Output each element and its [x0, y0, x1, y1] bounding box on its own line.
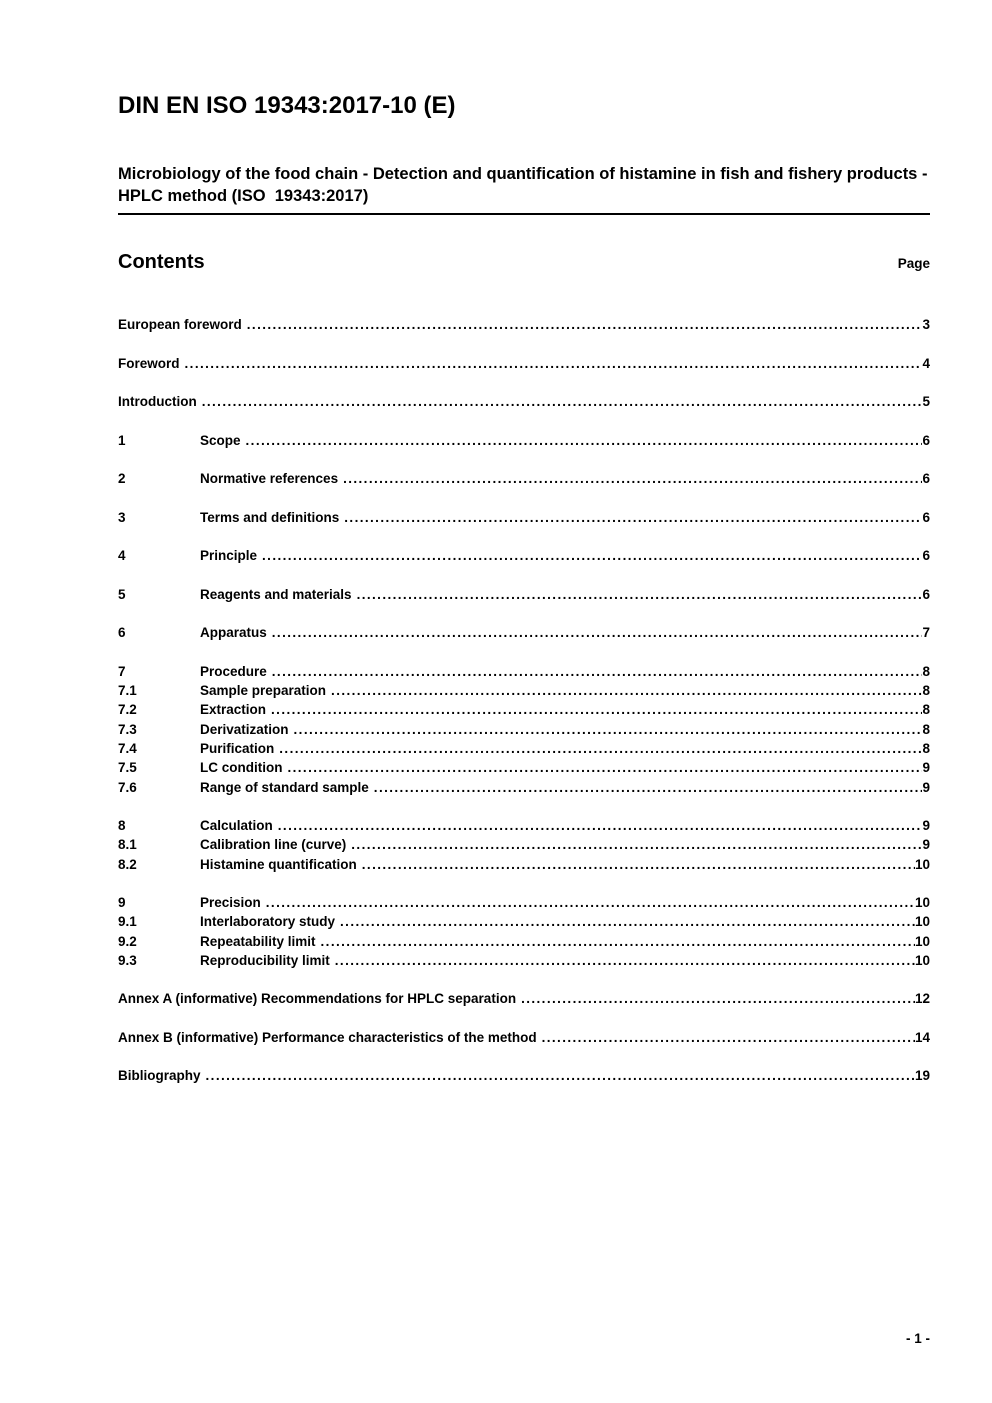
page-column-label: Page: [897, 256, 930, 272]
toc-entry-title: Calibration line (curve): [200, 837, 347, 853]
toc-page-number: 5: [922, 394, 930, 410]
toc-entry: [118, 835, 930, 854]
toc-leader-dots: [362, 855, 915, 874]
toc-entry: [118, 392, 930, 411]
toc-entry: [118, 585, 930, 604]
toc-page-number: 19: [914, 1068, 930, 1084]
toc-entry-title: Reproducibility limit: [200, 952, 330, 968]
toc-entry-number: 3: [118, 509, 126, 525]
toc-page-number: 8: [922, 663, 930, 679]
toc-entry-number: 9.2: [118, 933, 137, 949]
toc-entry: [118, 662, 930, 681]
toc-entry-number: 8.1: [118, 837, 137, 853]
toc-entry-title: Scope: [200, 432, 241, 448]
toc-entry-title: European foreword: [118, 317, 242, 333]
toc-page-number: 6: [922, 432, 930, 448]
toc-entry-number: 6: [118, 625, 126, 641]
toc-entry-number: 7.1: [118, 683, 137, 699]
toc-entry-title: Purification: [200, 740, 275, 756]
toc-entry-number: 5: [118, 586, 126, 602]
toc-entry: [118, 681, 930, 700]
toc-leader-dots: [278, 816, 923, 835]
toc-entry: [118, 720, 930, 739]
contents-heading: Contents: [118, 251, 205, 274]
toc-entry-number: 9.1: [118, 914, 137, 930]
toc-entry: [118, 623, 930, 642]
toc-leader-dots: [206, 1066, 915, 1085]
toc-page-number: 7: [922, 625, 930, 641]
toc-page-number: 10: [914, 895, 930, 911]
toc-page-number: 9: [922, 760, 930, 776]
document-title: Microbiology of the food chain - Detection and quantification of histamine in fish and fishery products - HPLC method (ISO 19343:2017): [118, 163, 930, 215]
toc-entry-title: Derivatization: [200, 721, 289, 737]
toc-entry: [118, 431, 930, 450]
toc-entry-title: Sample preparation: [200, 683, 327, 699]
toc-entry-number: 7.3: [118, 721, 137, 737]
toc-entry: [118, 469, 930, 488]
toc-entry-number: 7.2: [118, 702, 137, 718]
toc-entry: [118, 778, 930, 797]
toc-entry: [118, 758, 930, 777]
toc-page-number: 8: [922, 721, 930, 737]
toc-leader-dots: [246, 431, 923, 450]
toc-page-number: 9: [922, 818, 930, 834]
toc-page-number: 12: [914, 991, 930, 1007]
toc-page-number: 10: [914, 914, 930, 930]
toc-page-number: 6: [922, 509, 930, 525]
toc-page-number: 10: [914, 952, 930, 968]
toc-leader-dots: [262, 546, 922, 565]
toc-entry: [118, 1066, 930, 1085]
toc-leader-dots: [279, 739, 922, 758]
toc-entry: [118, 739, 930, 758]
toc-entry-number: 7.6: [118, 779, 137, 795]
toc-entry: [118, 1028, 930, 1047]
toc-entry-number: 7.5: [118, 760, 137, 776]
toc-entry-title: Annex B (informative) Performance characteristics of the method: [118, 1029, 537, 1045]
toc-entry-title: Foreword: [118, 355, 180, 371]
toc-entry-title: Precision: [200, 895, 261, 911]
toc-entry: [118, 951, 930, 970]
toc-entry: [118, 855, 930, 874]
toc-entry: [118, 816, 930, 835]
toc-entry-number: 8.2: [118, 856, 137, 872]
toc-page-number: 4: [922, 355, 930, 371]
toc-page-number: 6: [922, 548, 930, 564]
toc-leader-dots: [357, 585, 923, 604]
toc-entry-title: Principle: [200, 548, 258, 564]
toc-entry-title: Apparatus: [200, 625, 267, 641]
toc-leader-dots: [344, 508, 922, 527]
toc-leader-dots: [272, 662, 923, 681]
toc-entry-title: Calculation: [200, 818, 273, 834]
toc-leader-dots: [272, 623, 923, 642]
toc-entry-title: Bibliography: [118, 1068, 201, 1084]
toc-page-number: 10: [914, 933, 930, 949]
toc-leader-dots: [202, 392, 923, 411]
toc-entry: [118, 508, 930, 527]
toc-leader-dots: [343, 469, 922, 488]
toc-leader-dots: [266, 893, 915, 912]
toc-entry: [118, 546, 930, 565]
toc-entry-number: 9: [118, 895, 126, 911]
toc-leader-dots: [331, 681, 922, 700]
toc-list: [118, 315, 930, 1085]
toc-leader-dots: [247, 315, 923, 334]
page-content: [118, 0, 933, 1086]
toc-entry-number: 9.3: [118, 952, 137, 968]
toc-entry-title: Reagents and materials: [200, 586, 352, 602]
toc-entry-title: Procedure: [200, 663, 267, 679]
toc-page-number: 10: [914, 856, 930, 872]
toc-page-number: 6: [922, 471, 930, 487]
toc-entry-number: 7.4: [118, 740, 137, 756]
toc-leader-dots: [294, 720, 923, 739]
toc-leader-dots: [374, 778, 923, 797]
toc-entry-title: Range of standard sample: [200, 779, 369, 795]
toc-entry: [118, 932, 930, 951]
toc-leader-dots: [351, 835, 922, 854]
toc-leader-dots: [542, 1028, 915, 1047]
toc-page-number: 3: [922, 317, 930, 333]
toc-entry-number: 7: [118, 663, 126, 679]
toc-entry-title: Introduction: [118, 394, 197, 410]
toc-entry-title: Interlaboratory study: [200, 914, 336, 930]
toc-leader-dots: [321, 932, 915, 951]
contents-header-row: [118, 251, 930, 274]
toc-entry-title: Extraction: [200, 702, 267, 718]
toc-page-number: 14: [914, 1029, 930, 1045]
toc-entry-title: Terms and definitions: [200, 509, 340, 525]
toc-entry-title: Normative references: [200, 471, 339, 487]
toc-page-number: 8: [922, 740, 930, 756]
toc-leader-dots: [521, 989, 915, 1008]
page-number-footer: - 1 -: [905, 1331, 930, 1346]
toc-entry: [118, 700, 930, 719]
toc-page-number: 9: [922, 837, 930, 853]
toc-entry-number: 1: [118, 432, 126, 448]
toc-entry-title: Annex A (informative) Recommendations for HPLC separation: [118, 991, 517, 1007]
toc-entry-number: 4: [118, 548, 126, 564]
toc-page-number: 8: [922, 702, 930, 718]
toc-entry-title: LC condition: [200, 760, 283, 776]
toc-entry-title: Repeatability limit: [200, 933, 316, 949]
toc-page-number: 8: [922, 683, 930, 699]
toc-entry-number: 2: [118, 471, 126, 487]
toc-entry: [118, 315, 930, 334]
toc-entry: [118, 354, 930, 373]
toc-leader-dots: [340, 912, 915, 931]
toc-leader-dots: [271, 700, 922, 719]
toc-leader-dots: [335, 951, 915, 970]
toc-entry-number: 8: [118, 818, 126, 834]
toc-entry: [118, 893, 930, 912]
toc-page-number: 6: [922, 586, 930, 602]
toc-page-number: 9: [922, 779, 930, 795]
toc-entry-title: Histamine quantification: [200, 856, 357, 872]
toc-entry: [118, 912, 930, 931]
toc-leader-dots: [185, 354, 923, 373]
document-number-heading: DIN EN ISO 19343:2017-10 (E): [118, 92, 456, 119]
toc-entry: [118, 989, 930, 1008]
toc-leader-dots: [287, 758, 922, 777]
